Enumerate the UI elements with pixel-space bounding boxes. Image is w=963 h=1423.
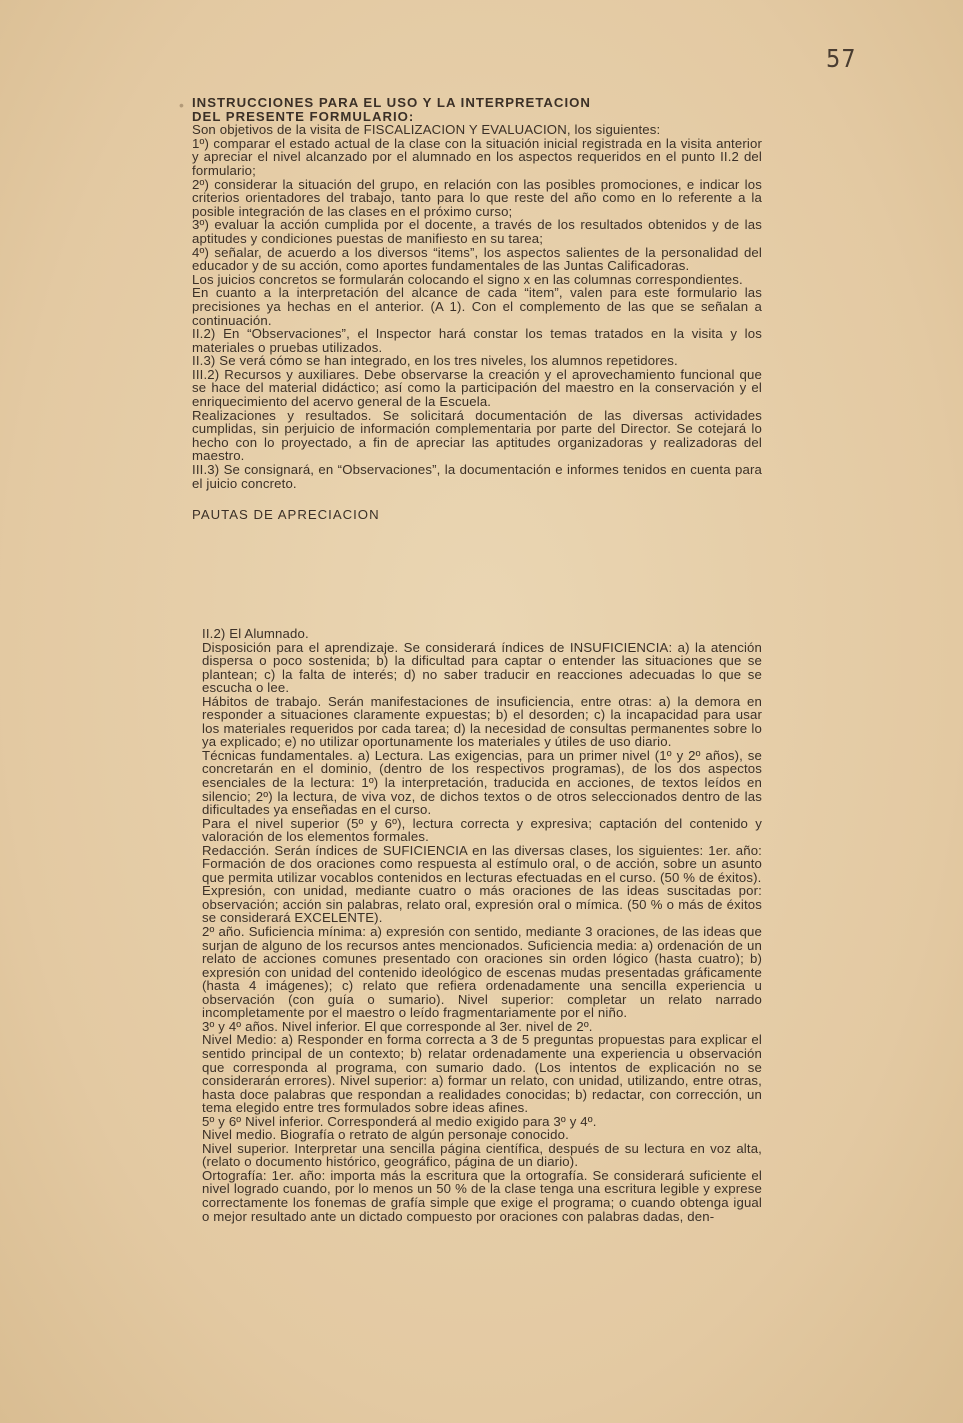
intro-paragraph: 4º) señalar, de acuerdo a los diversos “items”, los aspectos salientes de la personalidad del educador y de su acción, como aportes fundamentales de las Juntas Calificadoras. xyxy=(192,244,762,274)
heading-line-1: INSTRUCCIONES PARA EL USO Y LA INTERPRETACION xyxy=(192,95,591,110)
intro-paragraph: Los juicios concretos se formularán colocando el signo x en las columnas correspondientes. xyxy=(192,271,743,287)
intro-paragraph: II.3) Se verá cómo se han integrado, en los tres niveles, los alumnos repetidores. xyxy=(192,353,678,369)
bullet-mark: • xyxy=(179,97,184,113)
pautas-paragraph: Nivel superior. Interpretar una sencilla página científica, después de su lectura en voz alta, (relato o documento histórico, geográfico, página de un diario). xyxy=(202,1140,762,1170)
instructions-section xyxy=(192,96,762,536)
pautas-paragraph: 5º y 6º Nivel inferior. Corresponderá al medio exigido para 3º y 4º. xyxy=(202,1113,597,1129)
pautas-paragraph: 2º año. Suficiencia mínima: a) expresión con sentido, mediante 3 oraciones, de las ideas que surjan de alguno de los recursos antes mencionados. Suficiencia media: a) ordenación de un relato de acciones comunes presentado con oraciones sin orden lógico (hasta cuatro); b) expresión con unidad del contenido ideológico de escenas mudas presentadas gráficamente (hasta 4 imágenes); c) relato que refiera ordenadamente una sencilla experiencia u observación (con guía o sumario). Nivel superior: completar un relato narrado incompletamente por el maestro o leído fragmentariamente por el niño. xyxy=(202,924,762,1021)
pautas-paragraph: Para el nivel superior (5º y 6º), lectura correcta y expresiva; captación del contenido y valoración de los elementos formales. xyxy=(202,815,762,845)
intro-paragraph: III.2) Recursos y auxiliares. Debe observarse la creación y el aprovechamiento funcional que se hace del material didáctico; así como la participación del maestro en la conservación y el enriquecimiento del acervo general de la Escuela. xyxy=(192,366,762,410)
pautas-paragraph: Técnicas fundamentales. a) Lectura. Las exigencias, para un primer nivel (1º y 2º años), se concretarán en el dominio, (dentro de los respectivos programas), de los dos aspectos esenciales de la lectura: 1º) la interpretación, traducida en acciones, de textos leídos en silencio; 2º) la lectura, de viva voz, de dichos textos o de otros seleccionados dentro de las dificultades ya enseñadas en el curso. xyxy=(202,747,762,818)
pautas-paragraph: Hábitos de trabajo. Serán manifestaciones de insuficiencia, entre otras: a) la demora en responder a situaciones claramente expuestas; b) el desorden; c) la incapacidad para usar los materiales requeridos por cada tarea; d) la necesidad de consultas permanentes sobre lo ya explicado; e) no utilizar oportunamente los materiales y útiles de uso diario. xyxy=(202,693,762,750)
pautas-paragraph: Disposición para el aprendizaje. Se considerará índices de INSUFICIENCIA: a) la atención dispersa o poco sostenida; b) la dificultad para captar o entender las situaciones que se plantean; c) la falta de interés; d) no saber traducir en reacciones adecuadas lo que se escucha o lee. xyxy=(202,639,762,696)
intro-paragraph: 1º) comparar el estado actual de la clase con la situación inicial registrada en la visita anterior y apreciar el nivel alcanzado por el alumnado en los aspectos requeridos en el punto II.2 del formulario; xyxy=(192,135,762,178)
pautas-paragraph: Nivel medio. Biografía o retrato de algún personaje conocido. xyxy=(202,1127,569,1143)
pautas-paragraph: Expresión, con unidad, mediante cuatro o más oraciones de las ideas suscitadas por: observación; acción sin palabras, relato oral, expresión oral o mímica. (50 % o más de éxitos se considerará EXCELENTE). xyxy=(202,883,762,926)
pautas-paragraph: Redacción. Serán índices de SUFICIENCIA en las diversas clases, los siguientes: 1er. año: Formación de dos oraciones como respuesta al estímulo oral, o de acción, sobre un asunto que permita utilizar vocablos contenidos en lecturas efectuadas en el curso. (50 % de éxitos). xyxy=(202,842,762,885)
intro-paragraph: En cuanto a la interpretación del alcance de cada “item”, valen para este formulario las precisiones ya hechas en el anterior. (A 1). Con el complemento de las que se señalan a continuación. xyxy=(192,285,762,328)
pautas-paragraph: 3º y 4º años. Nivel inferior. El que corresponde al 3er. nivel de 2º. xyxy=(202,1018,593,1034)
pautas-paragraph: Nivel Medio: a) Responder en forma correcta a 3 de 5 preguntas propuestas para explicar el sentido principal de un contexto; b) relatar ordenadamente una experiencia u observación que corresponda al programa, con sumario dado. (Los intentos de explicación no se considerarán errores). Nivel superior: a) formar un relato, con unidad, utilizando, entre otras, hasta doce palabras que respondan a realidades conocidas; b) redactar, con corrección, un tema elegido entre tres formulados sobre ideas afines. xyxy=(202,1032,762,1116)
intro-paragraph: 3º) evaluar la acción cumplida por el docente, a través de los resultados obtenidos y de las aptitudes y condiciones puestas de manifiesto en su tarea; xyxy=(192,217,762,246)
intro-paragraph: III.3) Se consignará, en “Observaciones”, la documentación e informes tenidos en cuenta para el juicio concreto. xyxy=(192,462,762,491)
pautas-section xyxy=(202,627,762,1223)
intro-paragraph: Son objetivos de la visita de FISCALIZACION Y EVALUACION, los siguientes: xyxy=(192,122,661,138)
intro-paragraph: Realizaciones y resultados. Se solicitará documentación de las diversas actividades cumplidas, sin perjuicio de información complementaria por parte del Director. Se cotejará lo hecho con lo proyectado, a fin de apreciar las aptitudes organizadoras y realizadoras del maestro. xyxy=(192,407,762,464)
heading-line-2: DEL PRESENTE FORMULARIO: xyxy=(192,108,415,124)
pautas-paragraph: II.2) El Alumnado. xyxy=(202,626,309,641)
page-number: 57 xyxy=(826,44,857,73)
intro-paragraph: II.2) En “Observaciones”, el Inspector hará constar los temas tratados en la visita y los materiales o pruebas utilizados. xyxy=(192,326,762,355)
pautas-title: PAUTAS DE APRECIACION xyxy=(192,507,380,523)
pautas-paragraph: Ortografía: 1er. año: importa más la escritura que la ortografía. Se considerará suficiente el nivel logrado cuando, por lo menos un 50 % de la clase tenga una escritura legible y exprese correctamente los fonemas de grafía simple que exige el programa; o cuando obtenga igual o mejor resultado ante un dictado compuesto por oraciones con palabras dadas, den- xyxy=(202,1167,762,1224)
intro-paragraph: 2º) considerar la situación del grupo, en relación con las posibles promociones, e indicar los criterios orientadores del trabajo, tanto para lo que reste del año como en lo referente a la posible integración de las clases en el próximo curso; xyxy=(192,176,762,219)
